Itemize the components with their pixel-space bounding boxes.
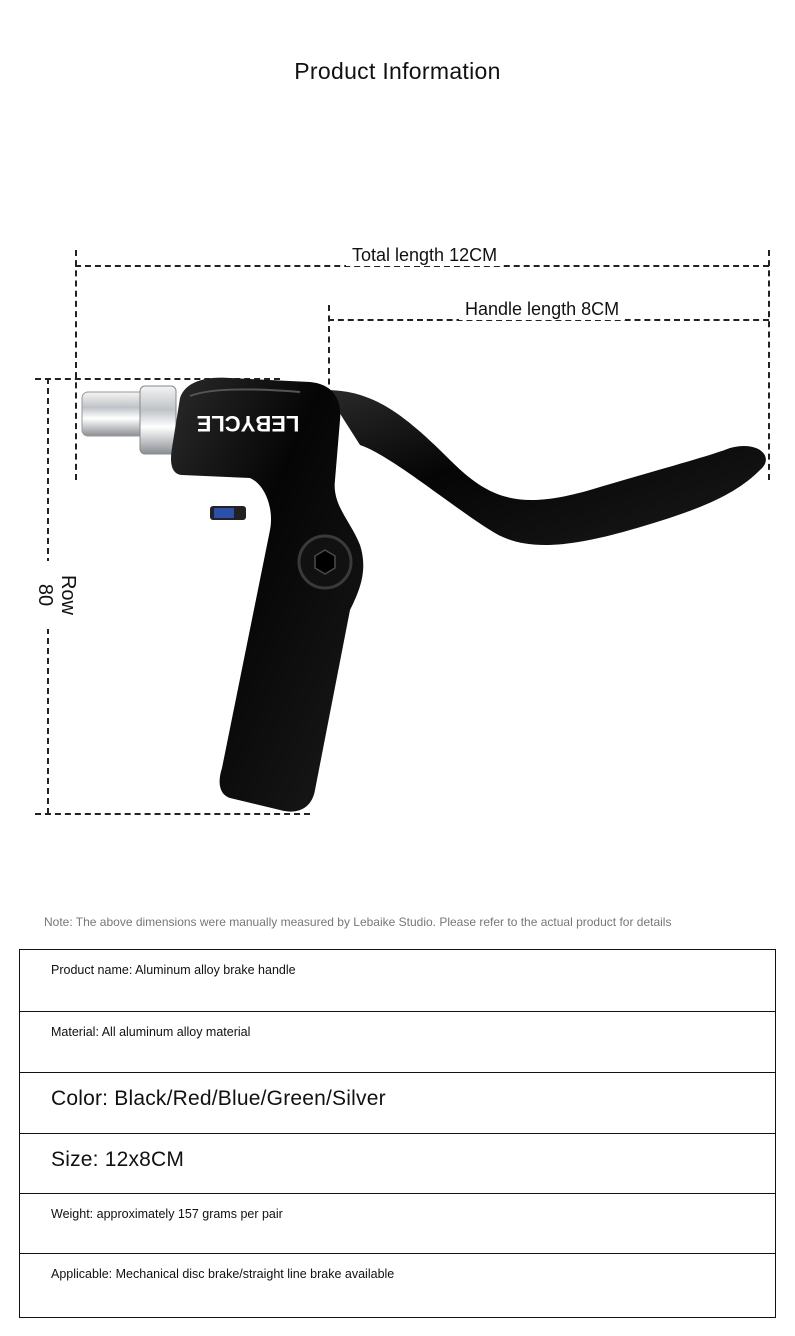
spec-color: Color: Black/Red/Blue/Green/Silver [51,1087,386,1110]
spec-table [19,949,776,1318]
spec-applicable: Applicable: Mechanical disc brake/straight line brake available [51,1267,395,1281]
handle-length-label: Handle length 8CM [459,299,625,320]
measurement-note: Note: The above dimensions were manually measured by Lebaike Studio. Please refer to the actual product for details [44,915,672,929]
spec-weight: Weight: approximately 157 grams per pair [51,1207,283,1221]
brand-text: LEBYCLE [196,411,300,436]
total-length-label: Total length 12CM [346,245,503,266]
spec-product-name: Product name: Aluminum alloy brake handle [51,963,296,977]
spec-row-material [20,1012,775,1073]
spec-row-product-name [20,950,775,1012]
brake-lever-image [70,370,780,820]
spec-row-color [20,1073,775,1134]
lever-blade [325,390,766,545]
spec-material: Material: All aluminum alloy material [51,1025,251,1039]
page-title: Product Information [294,58,501,84]
spec-row-size [20,1134,775,1194]
spec-size: Size: 12x8CM [51,1148,185,1171]
row-label: Row 80 [33,561,79,629]
spec-row-weight [20,1194,775,1254]
lever-body [171,378,363,812]
spec-row-applicable [20,1254,775,1317]
adjuster-nut [140,386,176,454]
